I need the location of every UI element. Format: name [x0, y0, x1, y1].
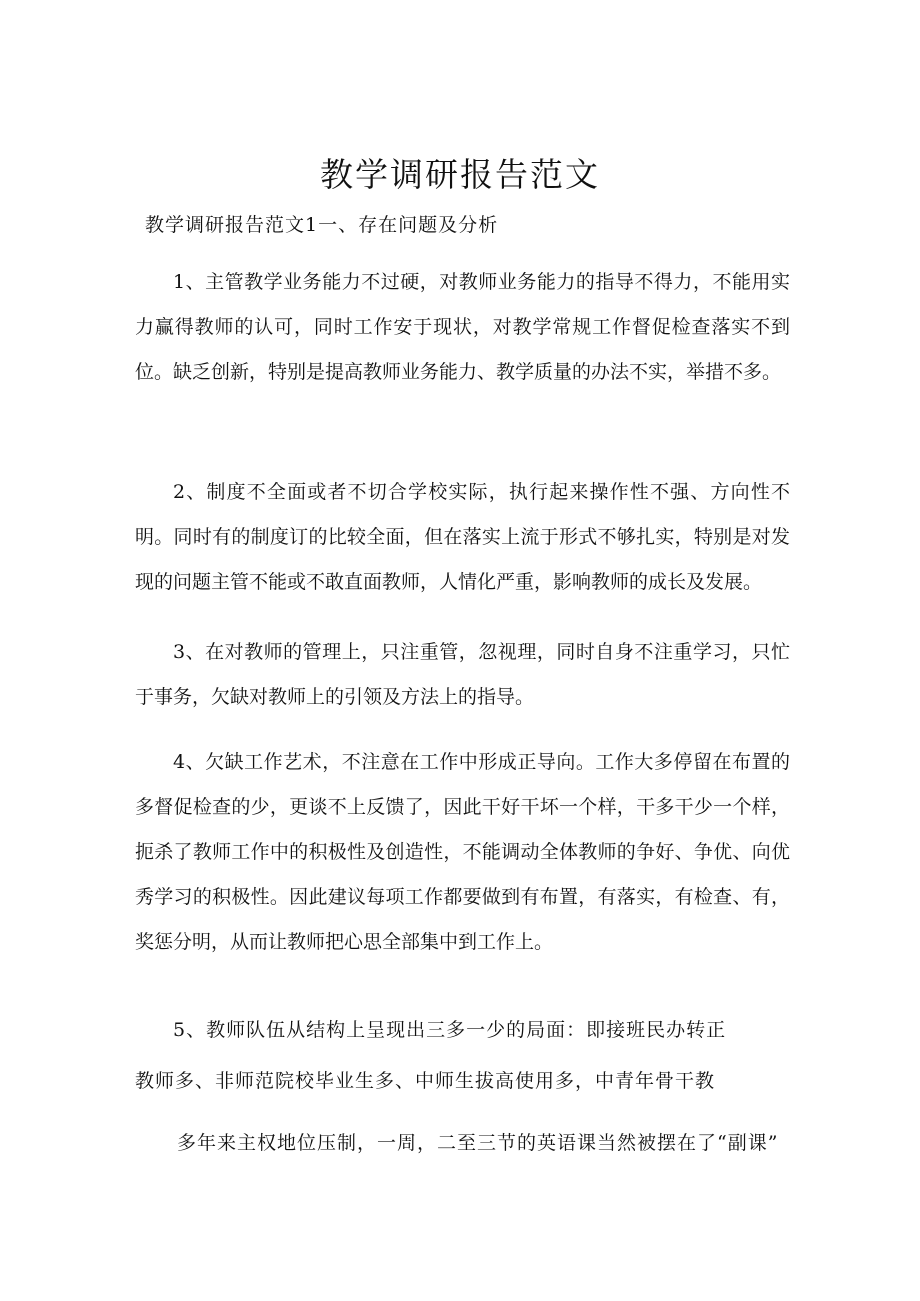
paragraph-4: 4、欠缺工作艺术，不注意在工作中形成正导向。工作大多停留在布置的多督促检查的少，更谈不上反馈了，因此干好干坏一个样，干多干少一个样，扼杀了教师工作中的积极性及创造性，不能调动全体教师的争好、争优、向优秀学习的积极性。因此建议每项工作都要做到有布置，有落实，有检查、有，奖惩分明，从而让教师把心思全部集中到工作上。 — [135, 751, 790, 953]
paragraph-5-line-2: 教师多、非师范院校毕业生多、中师生拔高使用多，中青年骨干教 — [135, 1070, 716, 1092]
document-title: 教学调研报告范文 — [320, 155, 600, 194]
document-subtitle: 教学调研报告范文1一、存在问题及分析 — [145, 214, 499, 236]
paragraph-5-line-1: 5、教师队伍从结构上呈现出三多一少的局面：即接班民办转正 — [173, 1019, 727, 1041]
paragraph-2: 2、制度不全面或者不切合学校实际，执行起来操作性不强、方向性不明。同时有的制度订的比较全面，但在落实上流于形式不够扎实，特别是对发现的问题主管不能或不敢直面教师，人情化严重，影响教师的成长及发展。 — [135, 481, 790, 593]
paragraph-1: 1、主管教学业务能力不过硬，对教师业务能力的指导不得力，不能用实力赢得教师的认可，同时工作安于现状，对教学常规工作督促检查落实不到位。缺乏创新，特别是提高教师业务能力、教学质量的办法不实，举措不多。 — [135, 271, 790, 383]
paragraph-3: 3、在对教师的管理上，只注重管，忽视理，同时自身不注重学习，只忙于事务，欠缺对教师上的引领及方法上的指导。 — [135, 641, 790, 708]
paragraph-6: 多年来主权地位压制，一周，二至三节的英语课当然被摆在了“副课” — [177, 1132, 779, 1154]
